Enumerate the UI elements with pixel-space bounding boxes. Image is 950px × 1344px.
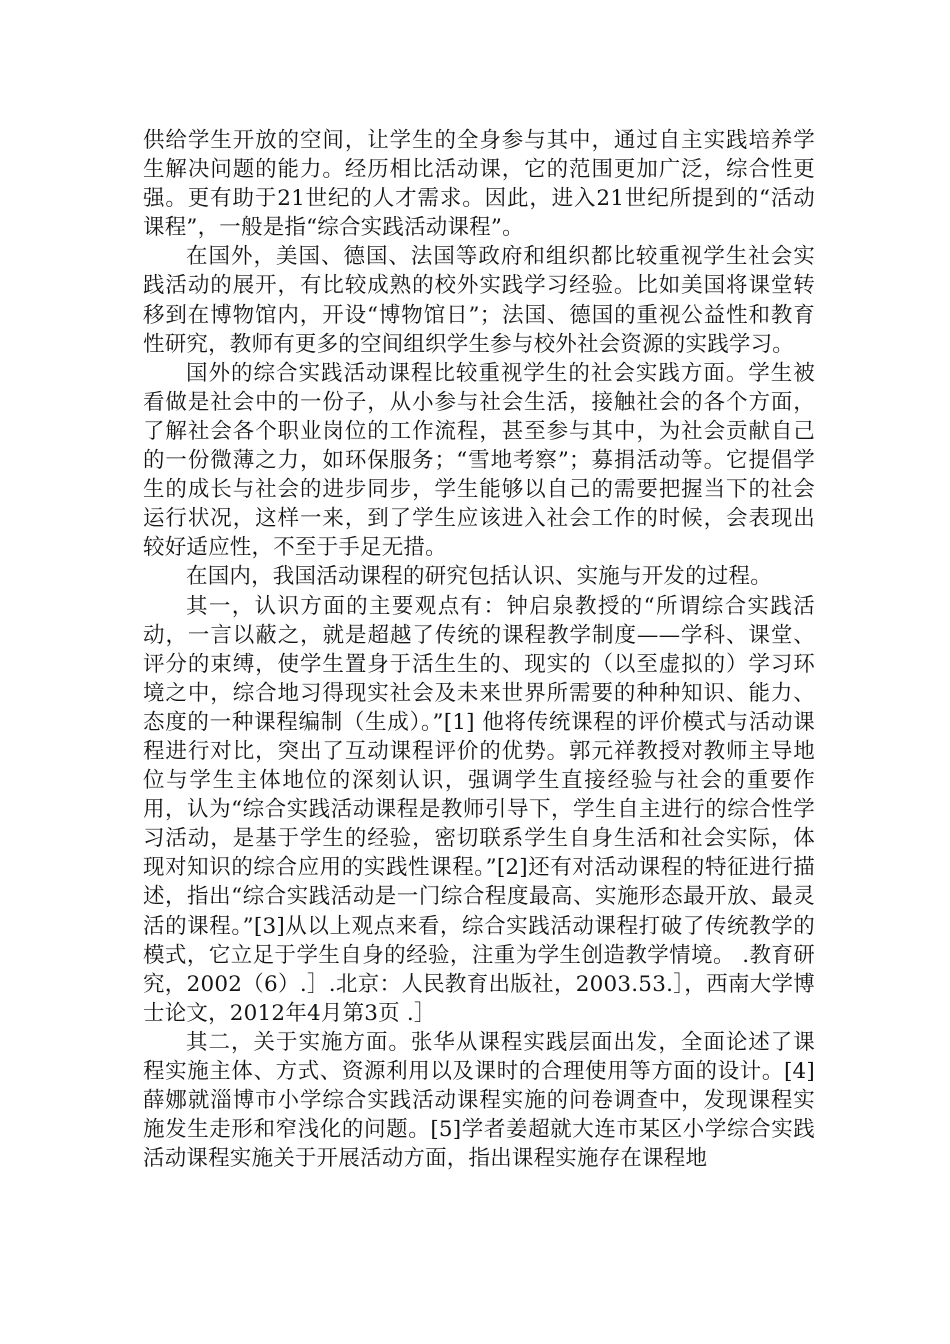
paragraph-5: 其一，认识方面的主要观点有：钟启泉教授的“所谓综合实践活动，一言以蔽之，就是超越了传统的课程教学制度——学科、课堂、评分的束缚，使学生置身于活生生的、现实的（以至虚拟的）学习环境之中，综合地习得现实社会及未来世界所需要的种种知识、能力、态度的一种课程编制（生成）。”[1] 他将传统课程的评价模式与活动课程进行对比，突出了互动课程评价的优势。郭元祥教授对教师主导地位与学生主体地位的深刻认识，强调学生直接经验与社会的重要作用，认为“综合实践活动课程是教师引导下，学生自主进行的综合性学习活动，是基于学生的经验，密切联系学生自身生活和社会实际，体现对知识的综合应用的实践性课程。”[2]还有对活动课程的特征进行描述，指出“综合实践活动是一门综合程度最高、实施形态最开放、最灵活的课程。”[3]从以上观点来看，综合实践活动课程打破了传统教学的模式，它立足于学生自身的经验，注重为学生创造教学情境。 .教育研究，2002（6）.］.北京：人民教育出版社，2003.53.］，西南大学博士论文，2012年4月第3页 .］ xyxy=(143,593,815,1026)
paragraph-2: 在国外，美国、德国、法国等政府和组织都比较重视学生社会实践活动的展开，有比较成熟的校外实践学习经验。比如美国将课堂转移到在博物馆内，开设“博物馆日”；法国、德国的重视公益性和教育性研究，教师有更多的空间组织学生参与校外社会资源的实践学习。 xyxy=(143,244,815,357)
paragraph-4: 在国内，我国活动课程的研究包括认识、实施与开发的过程。 xyxy=(186,564,772,590)
document-page xyxy=(143,126,815,1173)
paragraph-6: 其二，关于实施方面。张华从课程实践层面出发，全面论述了课程实施主体、方式、资源利用以及课时的合理使用等方面的设计。[4]薛娜就淄博市小学综合实践活动课程实施的问卷调查中，发现课程实施发生走形和窄浅化的问题。[5]学者姜超就大连市某区小学综合实践活动课程实施关于开展活动方面，指出课程实施存在课程地 xyxy=(143,1029,815,1172)
paragraph-3: 国外的综合实践活动课程比较重视学生的社会实践方面。学生被看做是社会中的一份子，从小参与社会生活，接触社会的各个方面，了解社会各个职业岗位的工作流程，甚至参与其中，为社会贡献自己的一份微薄之力，如环保服务；“雪地考察”；募捐活动等。它提倡学生的成长与社会的进步同步，学生能够以自己的需要把握当下的社会运行状况，这样一来，到了学生应该进入社会工作的时候，会表现出较好适应性，不至于手足无措。 xyxy=(143,360,815,561)
paragraph-1: 供给学生开放的空间，让学生的全身参与其中，通过自主实践培养学生解决问题的能力。经历相比活动课，它的范围更加广泛，综合性更强。更有助于21世纪的人才需求。因此，进入21世纪所提到的“活动课程”，一般是指“综合实践活动课程”。 xyxy=(143,128,815,241)
